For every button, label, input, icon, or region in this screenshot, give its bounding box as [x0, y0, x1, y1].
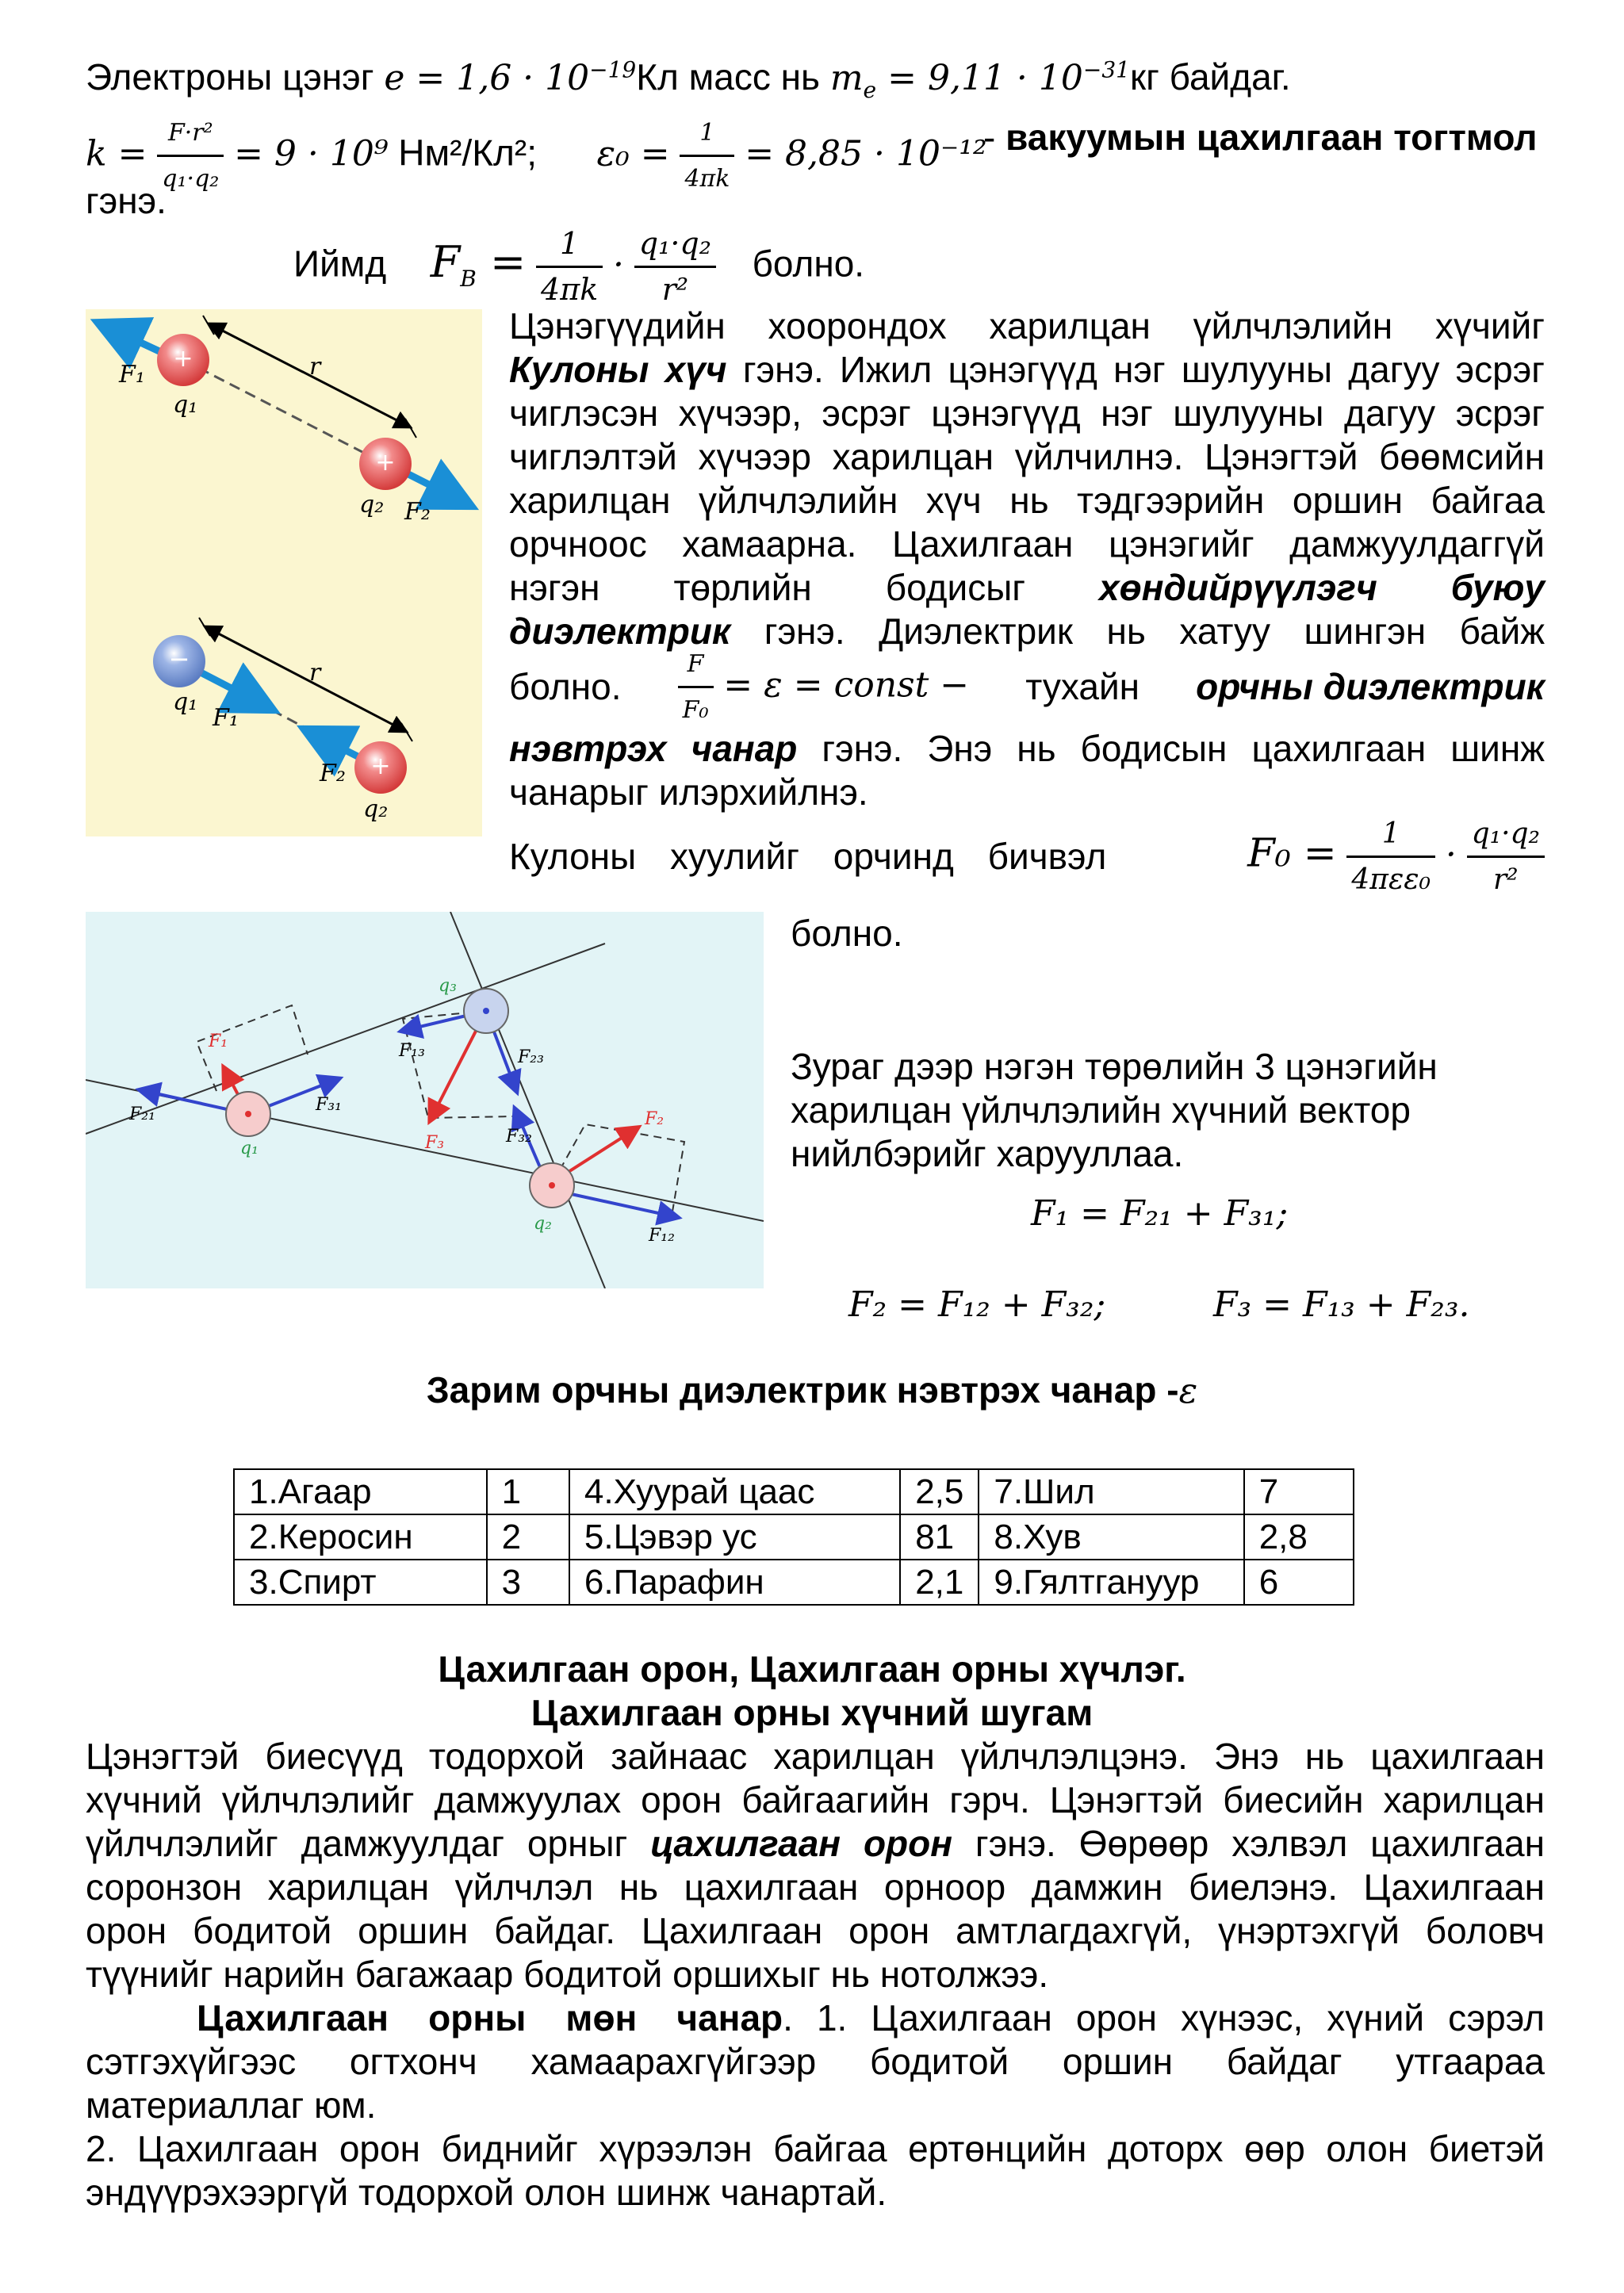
section-heading-1: Цахилгаан орон, Цахилгаан орны хүчлэг. [438, 1648, 1186, 1690]
svg-text:F₃: F₃ [425, 1133, 445, 1153]
svg-text:F₂: F₂ [645, 1109, 665, 1129]
table-cell: 6 [1244, 1560, 1354, 1605]
table-cell: 3.Спирт [234, 1560, 487, 1605]
force-f1-arrow [103, 325, 161, 352]
svg-text:F₁: F₁ [209, 1032, 228, 1051]
table-title: Зарим орчны диэлектрик нэвтрэх чанар -ε [426, 1369, 1198, 1411]
line-fb-formula: Иймд $F_B$ = $\frac{1}{4\pi k}$ · $\frac{\text{q₁·q₂}}{\text{r²}}$ болно. [293, 222, 864, 309]
table-cell: 2,1 [900, 1560, 979, 1605]
dielectric-table [233, 1468, 1354, 1606]
svg-text:F₁₂: F₁₂ [649, 1226, 675, 1246]
section-heading-2: Цахилгаан орны хүчний шугам [530, 1692, 1094, 1733]
table-cell: 2 [487, 1514, 569, 1560]
table-cell: 7 [1244, 1469, 1354, 1514]
svg-text:q₁: q₁ [240, 1139, 259, 1158]
table-cell: 4.Хуурай цаас [569, 1469, 900, 1514]
line-electron-charge: Электроны цэнэг $e = 1,6 \cdot 10^{-19}Кл$ масс нь $m_e = 9,11 \cdot 10^{-31}кг$ байдаг. [86, 56, 1291, 103]
equation-f1: F₁ = F₂₁ + F₃₁; [1031, 1193, 1289, 1234]
svg-text:F₁₃: F₁₃ [399, 1041, 425, 1061]
table-row [234, 1469, 1354, 1514]
three-charges-figure [86, 912, 764, 1288]
f0-fraction-1: $\frac{1}{\text{4πεε₀}}$ [1346, 812, 1435, 902]
svg-text:F₂: F₂ [404, 498, 431, 526]
svg-text:q₃: q₃ [439, 976, 457, 996]
svg-text:−: − [168, 644, 190, 674]
svg-text:F₂₁: F₂₁ [129, 1104, 155, 1124]
coulomb-paragraph: Цэнэгүүдийн хоорондох харилцан үйлчлэлийн хүчийг Кулоны хүч гэнэ. Ижил цэнэгүүд нэг шулууны дагуу эсрэг чиглэсэн хүчээр, эсрэг цэнэгүүд нэг шулууны дагуу эсрэг чиглэлтэй хүчээр харилцан үйлчилнэ. Цэнэгтэй бөөмсийн харилцан үйлчлэлийн хүч нь тэдгээрийн оршин байгаа орчноос хамаарна. Цахилгаан цэнэгийг дамжуулдаггүй нэгэн төрлийн бодисыг хөндийрүүлэгч буюу диэлектрик гэнэ. Диэлектрик нь хатуу шингэн байж болно. $\frac{F}{\text{F₀}}$ = ε = const − тухайн орчны диэлектрик нэвтрэх чанар гэнэ. Энэ нь бодисын цахилгаан шинж чанарыг илэрхийлнэ. Кулоны хуулийг орчинд бичвэл F₀ = $\frac{1}{\text{4πεε₀}}$ · $\frac{\text{q₁·q₂}}{\text{r²}}$ [509, 304, 1545, 894]
table-cell: 6.Парафин [569, 1560, 900, 1605]
svg-text:F₁: F₁ [119, 361, 145, 389]
eps0-fraction: $\frac{1}{4\pi k}$ [680, 111, 734, 201]
table-cell: 1.Агаар [234, 1469, 487, 1514]
table-cell: 3 [487, 1560, 569, 1605]
line2-tail: гэнэ. [86, 180, 167, 221]
svg-text:F₃₂: F₃₂ [506, 1127, 532, 1146]
table-row [234, 1514, 1354, 1560]
vector-sum-text: Зураг дээр нэгэн төрөлийн 3 цэнэгийн харилцан үйлчлэлийн хүчний вектор нийлбэрийг харууллаа. [791, 1046, 1438, 1174]
svg-text:+: + [370, 752, 391, 780]
svg-text:q₂: q₂ [363, 795, 389, 823]
line-k-constant: k = $\frac{\text{F·r²}}{\text{q₁·q₂}}$ = 9 · 10⁹ Нм²/Кл²; ε₀ = $\frac{1}{4\pi k}$ = 8,85 · 10⁻¹² [86, 111, 1545, 174]
force-f2-attract-arrow [309, 732, 359, 757]
fb-fraction-1: $\frac{1}{4\pi k}$ [536, 222, 603, 312]
svg-text:r: r [309, 659, 321, 687]
svg-text:F₂₃: F₂₃ [518, 1047, 544, 1067]
bolno-label: болно. [791, 913, 903, 954]
svg-text:+: + [173, 345, 193, 373]
table-cell: 2,5 [900, 1469, 979, 1514]
section-body: Цэнэгтэй биесүүд тодорхой зайнаас харилцан үйлчлэлцэнэ. Энэ нь цахилгаан хүчний үйлчлэлийг дамжуулах орон байгаагийн гэрч. Цэнэгтэй биесийн харилцан үйлчлэлийг дамжуулдаг орныг цахилгаан орон гэнэ. Өөрөөр хэлвэл цахилгаан соронзон харилцан үйлчлэл нь цахилгаан орноор дамжин биелэнэ. Цахилгаан орон бодитой оршин байдаг. Цахилгаан орон амтлагдахгүй, үнэртэхгүй боловч түүнийг нарийн багажаар бодитой оршихыг нь нотолжээ. Цахилгаан орны мөн чанар. 1. Цахилгаан орон хүнээс, хүний сэрэл сэтгэхүйгээс огтхонч хамаарахгүйгээр бодитой оршин байдаг утгаараа материаллаг юм. 2. Цахилгаан орон биднийг хүрээлэн байгаа ертөнцийн доторх өөр олон биетэй эндүүрэхээргүй тодорхой олон шинж чанартай. [86, 1736, 1545, 2213]
f0-fraction-2: $\frac{\text{q₁·q₂}}{\text{r²}}$ [1467, 812, 1545, 902]
svg-text:F₁: F₁ [213, 704, 239, 732]
table-cell: 5.Цэвэр ус [569, 1514, 900, 1560]
equation-f2: F₂ = F₁₂ + F₃₂; [848, 1284, 1106, 1325]
coulomb-diagram [86, 309, 482, 836]
coulomb-figure [86, 309, 482, 836]
force-f1-attract-arrow [201, 672, 268, 707]
svg-text:q₁: q₁ [173, 688, 198, 716]
svg-text:q₂: q₂ [359, 491, 385, 519]
table-row [234, 1560, 1354, 1605]
k-fraction: $\frac{\text{F·r²}}{\text{q₁·q₂}}$ [157, 111, 224, 201]
table-cell: 9.Гялтгануур [979, 1560, 1243, 1605]
fb-fraction-2: $\frac{\text{q₁·q₂}}{\text{r²}}$ [634, 222, 716, 312]
svg-text:F₃₁: F₃₁ [316, 1095, 342, 1115]
svg-text:F₂: F₂ [320, 760, 346, 787]
table-cell: 1 [487, 1469, 569, 1514]
equation-f3: F₃ = F₁₃ + F₂₃. [1213, 1284, 1470, 1325]
svg-text:q₁: q₁ [173, 391, 198, 419]
three-charges-diagram [86, 912, 764, 1288]
vacuum-constant-label: - вакуумын цахилгаан тогтмол [983, 117, 1538, 158]
table-cell: 2,8 [1244, 1514, 1354, 1560]
table-cell: 8.Хув [979, 1514, 1243, 1560]
svg-text:q₂: q₂ [534, 1214, 552, 1234]
table-cell: 2.Керосин [234, 1514, 487, 1560]
svg-text:r: r [309, 353, 321, 381]
svg-text:+: + [375, 449, 396, 477]
dielectric-fraction: $\frac{F}{\text{F₀}}$ [678, 642, 714, 732]
table-cell: 81 [900, 1514, 979, 1560]
table-cell: 7.Шил [979, 1469, 1243, 1514]
